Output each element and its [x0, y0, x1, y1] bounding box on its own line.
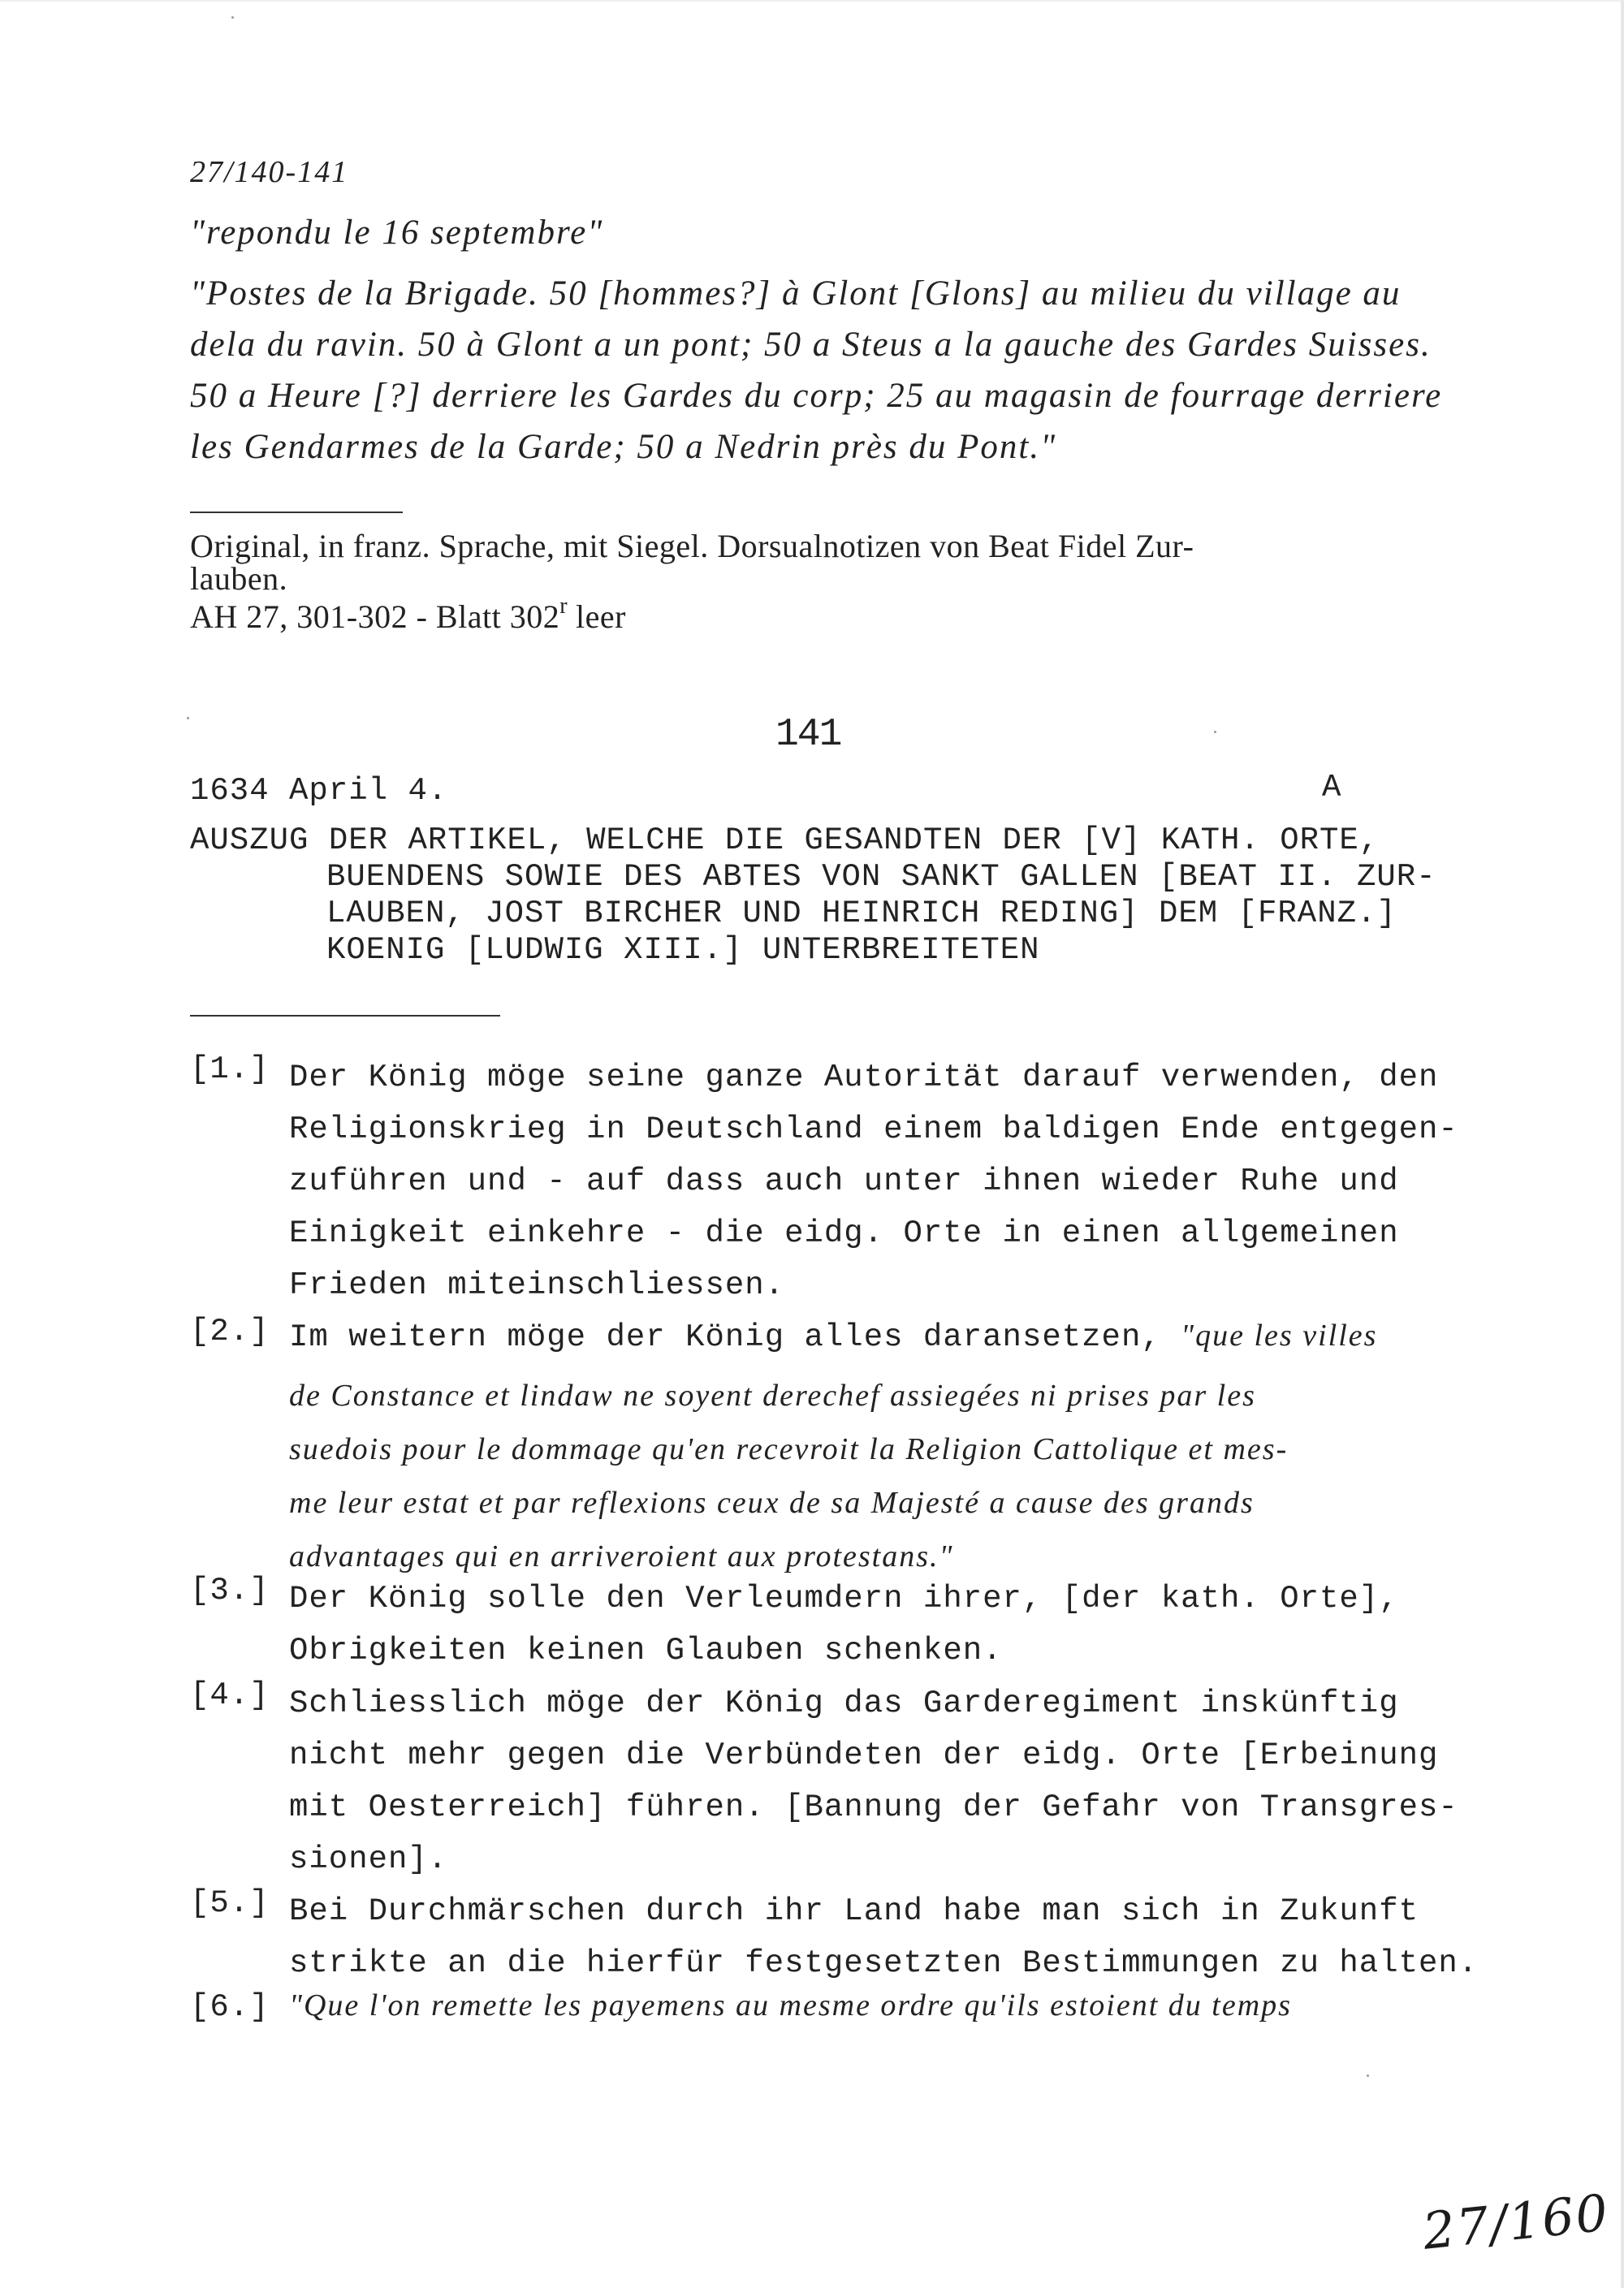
- document-title: [190, 822, 1436, 969]
- quote-line: dela du ravin. 50 à Glont a un pont; 50 a Steus a la gauche des Gardes Suisses.: [190, 326, 1432, 364]
- source-note-line: lauben.: [190, 560, 288, 597]
- separator-rule: [190, 512, 403, 513]
- page-top-edge: [0, 0, 1624, 2]
- article-line: Obrigkeiten keinen Glauben schenken.: [289, 1633, 1003, 1669]
- document-date: 1634 April 4.: [190, 773, 448, 809]
- scan-speck: [1367, 2074, 1369, 2077]
- article-text: [289, 1051, 1458, 1311]
- article-line: Schliesslich möge der König das Garderegiment inskünftig: [289, 1686, 1399, 1721]
- quoted-postes: [190, 268, 1442, 473]
- article-number: [3.]: [190, 1573, 270, 1608]
- archive-reference-suffix: leer: [567, 598, 626, 635]
- archive-reference: [190, 594, 1194, 637]
- quote-line: les Gendarmes de la Garde; 50 a Nedrin près du Pont.": [190, 428, 1057, 466]
- quote-line: 50 a Heure [?] derriere les Gardes du corp; 25 au magasin de fourrage derriere: [190, 377, 1443, 415]
- article-line: Einigkeit einkehre - die eidg. Orte in einen allgemeinen: [289, 1215, 1399, 1251]
- article-line: Der König möge seine ganze Autorität darauf verwenden, den: [289, 1060, 1439, 1095]
- article-quote: "Que l'on remette les payemens au mesme ordre qu'ils estoient du temps: [289, 1988, 1292, 2023]
- article-line: Der König solle den Verleumdern ihrer, [der kath. Orte],: [289, 1581, 1399, 1617]
- article-text: [289, 1677, 1458, 1885]
- article-quote-line: advantages qui en arriveroient aux protestans.": [289, 1539, 954, 1574]
- article-quote-line: me leur estat et par reflexions ceux de sa Majesté a cause des grands: [289, 1486, 1255, 1520]
- handwritten-page-mark: 27/160: [1419, 2182, 1613, 2261]
- article-quote-line: suedois pour le dommage qu'en recevroit la Religion Cattolique et mes-: [289, 1432, 1289, 1466]
- scan-speck: [231, 16, 234, 19]
- quote-line: "Postes de la Brigade. 50 [hommes?] à Glont [Glons] au milieu du village au: [190, 274, 1402, 313]
- article-number: [5.]: [190, 1885, 270, 1921]
- article-line: Im weitern möge der König alles daransetzen,: [289, 1319, 1181, 1355]
- scan-speck: [187, 717, 189, 719]
- title-line: BUENDENS SOWIE DES ABTES VON SANKT GALLEN [BEAT II. ZUR-: [326, 859, 1436, 895]
- article-line: Bei Durchmärschen durch ihr Land habe man sich in Zukunft: [289, 1893, 1419, 1929]
- source-note: [190, 530, 1194, 637]
- reference-number: 27/140-141: [190, 155, 349, 189]
- article-line: strikte an die hierfür festgesetzten Bestimmungen zu halten.: [289, 1945, 1479, 1981]
- article-line: Religionskrieg in Deutschland einem baldigen Ende entgegen-: [289, 1112, 1458, 1147]
- article-number: [6.]: [190, 1989, 270, 2025]
- article-line: nicht mehr gegen die Verbündeten der eidg. Orte [Erbeinung: [289, 1738, 1439, 1773]
- article-line: sionen].: [289, 1841, 448, 1877]
- article-quote-line: de Constance et lindaw ne soyent derechef assiegées ni prises par les: [289, 1379, 1256, 1413]
- article-text: [289, 1573, 1399, 1677]
- article-number: [2.]: [190, 1314, 270, 1349]
- archive-reference-text: AH 27, 301-302 - Blatt 302: [190, 598, 560, 635]
- separator-rule: [190, 1015, 500, 1017]
- document-number: 141: [775, 713, 841, 757]
- title-line: LAUBEN, JOST BIRCHER UND HEINRICH REDING] DEM [FRANZ.]: [326, 896, 1397, 931]
- title-line: KOENIG [LUDWIG XIII.] UNTERBREITETEN: [326, 932, 1040, 968]
- article-number: [4.]: [190, 1677, 270, 1713]
- page-right-edge: [1621, 0, 1624, 2288]
- source-note-line: Original, in franz. Sprache, mit Siegel. Dorsualnotizen von Beat Fidel Zur-: [190, 528, 1194, 564]
- article-line: zuführen und - auf dass auch unter ihnen wieder Ruhe und: [289, 1163, 1399, 1199]
- article-quote: "que les villes: [1181, 1319, 1378, 1353]
- article-text: [289, 1885, 1478, 1989]
- scan-speck: [1214, 731, 1216, 733]
- article-text: [289, 1309, 1377, 1583]
- article-line: Frieden miteinschliessen.: [289, 1267, 785, 1303]
- document-letter: A: [1322, 770, 1342, 805]
- title-line: AUSZUG DER ARTIKEL, WELCHE DIE GESANDTEN DER [V] KATH. ORTE,: [190, 822, 1380, 858]
- recto-superscript: r: [559, 594, 568, 619]
- article-number: [1.]: [190, 1051, 270, 1087]
- article-line: mit Oesterreich] führen. [Bannung der Gefahr von Transgres-: [289, 1789, 1458, 1825]
- reply-note: "repondu le 16 septembre": [190, 214, 604, 252]
